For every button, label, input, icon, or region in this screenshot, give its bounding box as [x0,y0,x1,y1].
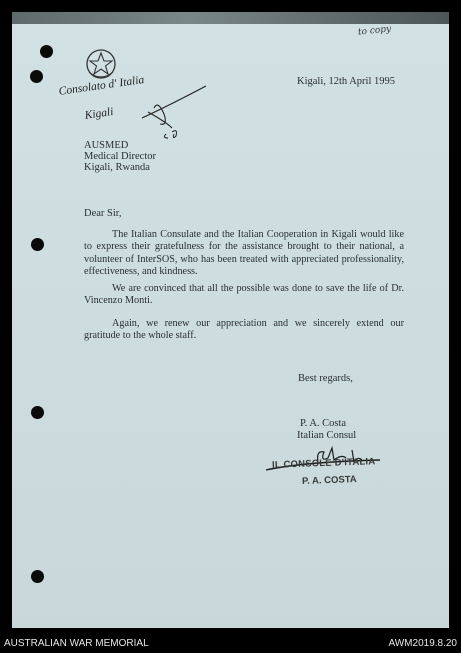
handwritten-initials [138,78,210,142]
signatory-name: P. A. Costa [300,418,347,429]
punch-hole [30,70,43,83]
handwritten-note: to copy [357,24,392,38]
consul-stamp-line2: P. A. COSTA [301,474,357,487]
recipient-line3: Kigali, Rwanda [84,162,150,173]
recipient-line2: Medical Director [84,151,157,162]
recipient-line1: AUSMED [84,140,129,151]
punch-hole [31,406,44,419]
punch-hole [31,570,44,583]
punch-hole [31,238,44,251]
footer-accession: AWM2019.8.20 [388,638,457,649]
letterhead-line2: Kigali [84,105,115,122]
consul-stamp-line1: IL CONSOLE D'ITALIA [271,456,376,471]
scan-top-band [12,12,449,24]
paragraph-2: We are convinced that all the possible was done to save the life of Dr. Vincenzo Monti. [84,283,404,307]
letter-date: Kigali, 12th April 1995 [297,76,395,87]
closing: Best regards, [298,373,353,384]
paragraph-3: Again, we renew our appreciation and we sincerely extend our gratitude to the whole staff. [84,318,404,342]
footer-institution: AUSTRALIAN WAR MEMORIAL [4,638,149,649]
punch-hole [40,45,53,58]
salutation: Dear Sir, [84,208,122,219]
letterhead-line1: Consolato d' Italia [58,74,146,98]
paragraph-1: The Italian Consulate and the Italian Cooperation in Kigali would like to express their gratefulness for the assistance brought to their national, a volunteer of InterSOS, who has been treated with appreciated professionality, effectiveness, and kindness. [84,229,404,277]
italian-emblem-icon [84,46,118,82]
signatory-title: Italian Consul [297,430,357,441]
